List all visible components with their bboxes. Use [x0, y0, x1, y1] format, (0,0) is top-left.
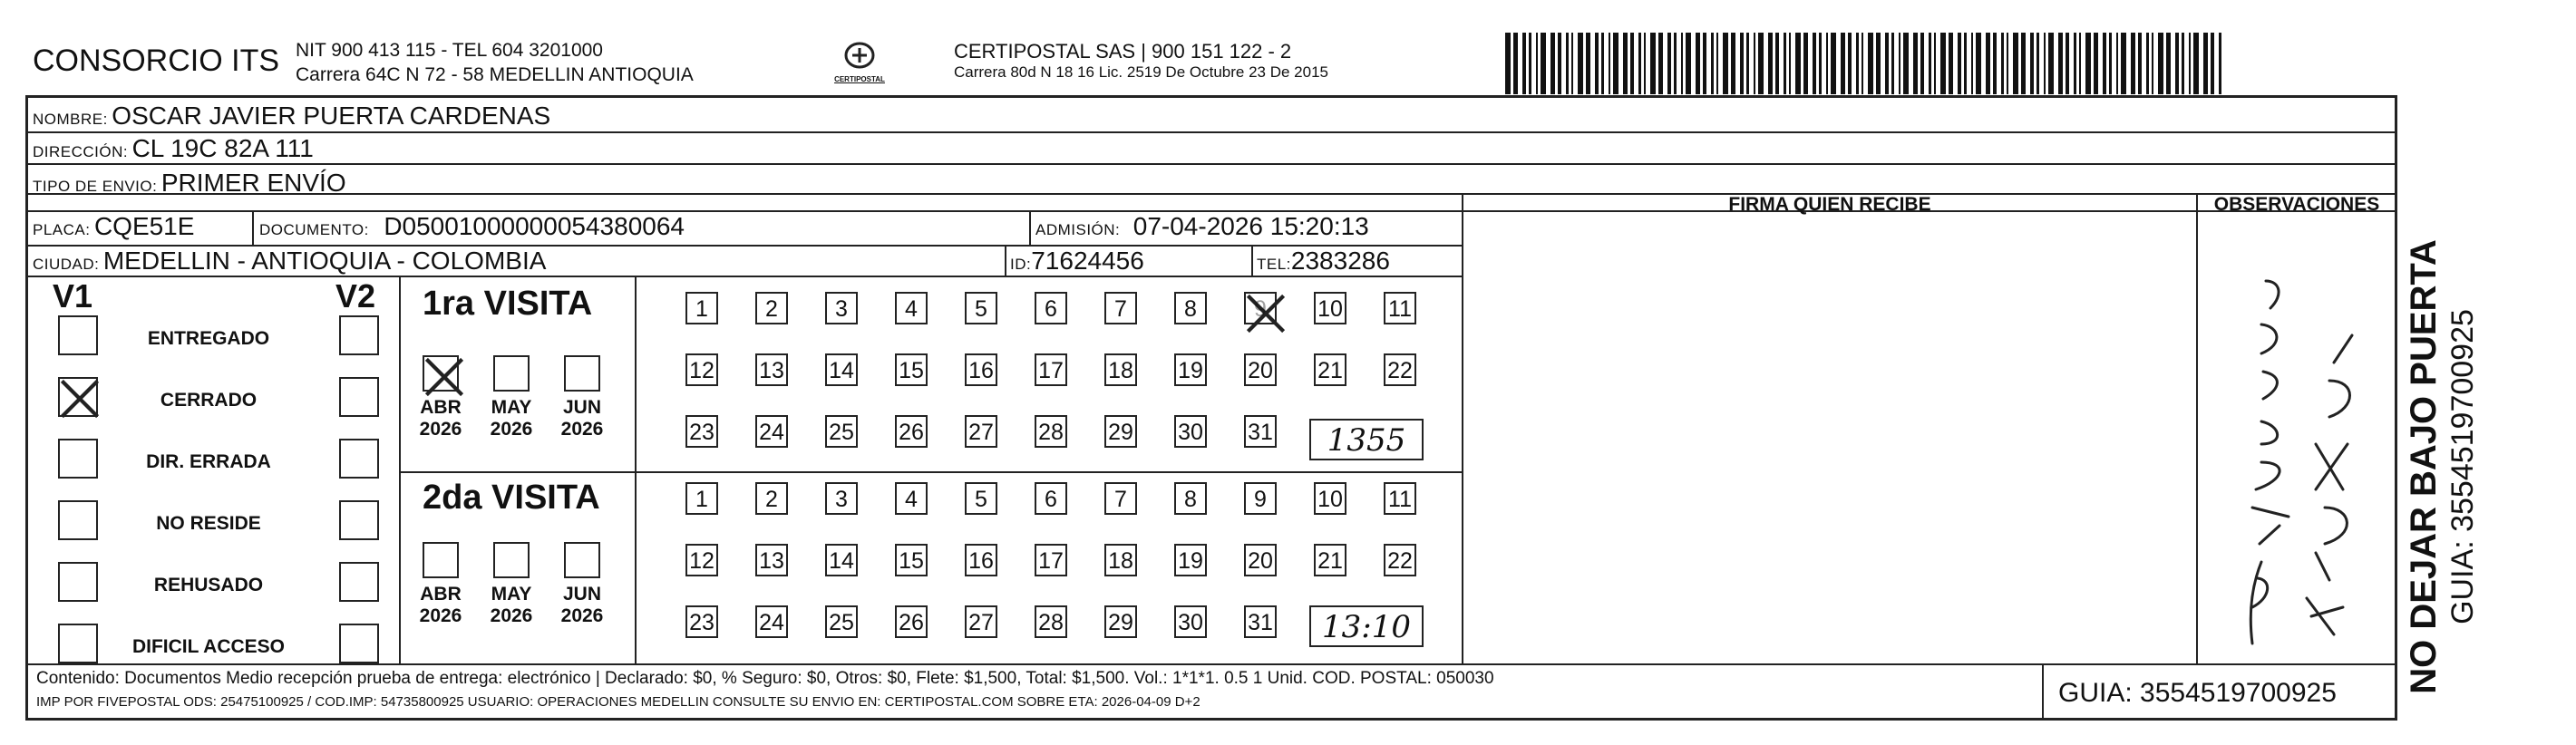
month-year-label: 2026: [419, 605, 462, 626]
id-field: [1010, 247, 1144, 276]
carrier-line-2: Carrera 80d N 18 16 Lic. 2519 De Octubre 23 De 2015: [954, 63, 1328, 81]
barcode-bar: [1949, 33, 1953, 94]
day-box-visit2[interactable]: 23: [685, 605, 718, 638]
barcode-bar: [1885, 33, 1889, 94]
month-year-label: 2026: [560, 605, 604, 626]
barcode-bar: [2079, 33, 2081, 94]
carrier-line-1: CERTIPOSTAL SAS | 900 151 122 - 2: [954, 40, 1292, 63]
month-year-label: 2026: [560, 419, 604, 440]
barcode: [1505, 33, 2231, 94]
barcode-bar: [1958, 33, 1961, 94]
barcode-bar: [2175, 33, 2179, 94]
barcode-bar: [1775, 33, 1779, 94]
barcode-bar: [1993, 33, 1997, 94]
day-box-visit2[interactable]: 9: [1244, 482, 1277, 515]
day-box-visit2[interactable]: 25: [825, 605, 858, 638]
barcode-bar: [1862, 33, 1863, 94]
day-box-visit1[interactable]: 15: [895, 353, 928, 386]
barcode-bar: [1803, 33, 1808, 94]
barcode-bar: [1754, 33, 1755, 94]
footer-print-info: IMP POR FIVEPOSTAL ODS: 25475100925 / COD.IMP: 54735800925 USUARIO: OPERACIONES MEDELLIN CONSULTE SU ENVIO EN: CERTIPOSTAL.COM SOBRE ETA: 2026-04-09 D+2: [36, 694, 1201, 710]
day-box-visit1[interactable]: 10: [1314, 292, 1346, 324]
city-label: CIUDAD:: [33, 256, 100, 273]
status-checkbox-v2[interactable]: [339, 315, 379, 355]
company-address-line: Carrera 64C N 72 - 58 MEDELLIN ANTIOQUIA: [296, 64, 694, 85]
day-box-visit1[interactable]: 6: [1035, 292, 1067, 324]
month-label: JUN: [562, 584, 601, 605]
company-nit-line: NIT 900 413 115 - TEL 604 3201000: [296, 40, 603, 61]
status-checkbox-v2[interactable]: [339, 562, 379, 602]
barcode-bar: [2131, 33, 2135, 94]
barcode-bar: [1536, 33, 1538, 94]
city-row: [33, 247, 546, 276]
v1-label: V1: [53, 277, 93, 314]
v2-label: V2: [335, 277, 376, 314]
barcode-bar: [1876, 33, 1881, 94]
day-box-visit1[interactable]: 28: [1035, 415, 1067, 448]
day-box-visit2[interactable]: 6: [1035, 482, 1067, 515]
barcode-bar: [1731, 33, 1735, 94]
visit1-title: 1ra VISITA: [423, 285, 593, 323]
barcode-bar: [2013, 33, 2018, 94]
day-box-visit2[interactable]: 5: [965, 482, 997, 515]
day-box-visit2[interactable]: 19: [1174, 544, 1207, 576]
day-box-visit2[interactable]: 8: [1174, 482, 1207, 515]
day-box-visit1[interactable]: 8: [1174, 292, 1207, 324]
day-box-visit2[interactable]: 10: [1314, 482, 1346, 515]
barcode-bar: [2146, 33, 2149, 94]
company-info: [296, 38, 694, 87]
barcode-bar: [1940, 33, 1946, 94]
barcode-bar: [1609, 33, 1610, 94]
barcode-bar: [2103, 33, 2106, 94]
barcode-bar: [1841, 33, 1845, 94]
barcode-bar: [1891, 33, 1894, 94]
day-box-visit2[interactable]: 28: [1035, 605, 1067, 638]
day-box-visit1[interactable]: 25: [825, 415, 858, 448]
day-box-visit2[interactable]: 12: [685, 544, 718, 576]
status-checkbox-v2[interactable]: [339, 377, 379, 417]
barcode-bar: [1644, 33, 1646, 94]
status-checkbox-v1[interactable]: [58, 624, 98, 663]
tel-value: 2383286: [1290, 247, 1390, 275]
day-box-visit2[interactable]: 18: [1104, 544, 1137, 576]
plate-value: CQE51E: [93, 212, 195, 240]
barcode-bar: [1711, 33, 1714, 94]
barcode-bar: [2158, 33, 2163, 94]
signature-area[interactable]: [1463, 212, 2196, 663]
barcode-bar: [2152, 33, 2153, 94]
recipient-name: OSCAR JAVIER PUERTA CARDENAS: [112, 102, 551, 130]
barcode-bar: [1934, 33, 1936, 94]
day-box-visit2[interactable]: 20: [1244, 544, 1277, 576]
barcode-bar: [2048, 33, 2054, 94]
day-box-visit2[interactable]: 16: [965, 544, 997, 576]
status-label: ENTREGADO: [147, 328, 270, 349]
barcode-bar: [2109, 33, 2112, 94]
barcode-bar: [2074, 33, 2076, 94]
day-box-visit2[interactable]: 31: [1244, 605, 1277, 638]
barcode-bar: [2211, 33, 2214, 94]
status-label: NO RESIDE: [156, 513, 261, 534]
tel-field: [1257, 247, 1390, 276]
month-checkbox[interactable]: [564, 542, 600, 578]
barcode-bar: [1686, 33, 1691, 94]
visit2-time: 13:10: [1309, 605, 1424, 647]
barcode-bar: [1784, 33, 1786, 94]
barcode-bar: [1630, 33, 1634, 94]
status-checkbox-v2[interactable]: [339, 439, 379, 479]
barcode-bar: [2007, 33, 2008, 94]
day-box-visit1[interactable]: 4: [895, 292, 928, 324]
barcode-bar: [2021, 33, 2026, 94]
document-label: DOCUMENTO:: [259, 221, 369, 238]
side-guia: GUIA: 3554519700925: [2445, 309, 2480, 624]
visit1-time: 1355: [1309, 419, 1424, 460]
barcode-bar: [1667, 33, 1671, 94]
barcode-bar: [2193, 33, 2199, 94]
month-caption: [484, 397, 539, 440]
status-checkbox-v1[interactable]: [58, 315, 98, 355]
status-label: DIR. ERRADA: [146, 451, 271, 472]
day-box-visit1[interactable]: 31: [1244, 415, 1277, 448]
barcode-bar: [1550, 33, 1555, 94]
plate-field: [33, 212, 194, 241]
barcode-bar: [1913, 33, 1918, 94]
status-checkbox-v1[interactable]: [58, 562, 98, 602]
barcode-bar: [1513, 33, 1518, 94]
barcode-bar: [2138, 33, 2142, 94]
status-label: DIFICIL ACCESO: [131, 636, 285, 657]
barcode-bar: [1638, 33, 1641, 94]
barcode-bar: [1789, 33, 1791, 94]
id-value: 71624456: [1031, 247, 1144, 275]
status-checkbox-v2[interactable]: [339, 624, 379, 663]
month-checkbox[interactable]: [564, 355, 600, 392]
status-label: CERRADO: [160, 390, 258, 411]
carrier-info: [954, 40, 1328, 82]
barcode-bar: [1746, 33, 1749, 94]
barcode-bar: [1848, 33, 1852, 94]
barcode-bar: [1740, 33, 1744, 94]
handwritten-observations: [2198, 218, 2396, 662]
day-box-visit2[interactable]: 3: [825, 482, 858, 515]
barcode-bar: [2116, 33, 2118, 94]
day-box-visit2[interactable]: 4: [895, 482, 928, 515]
barcode-bar: [1976, 33, 1981, 94]
month-year-label: 2026: [419, 419, 462, 440]
barcode-bar: [1795, 33, 1801, 94]
barcode-bar: [2121, 33, 2126, 94]
plate-label: PLACA:: [33, 221, 91, 238]
day-box-visit2[interactable]: 14: [825, 544, 858, 576]
shipment-type: PRIMER ENVÍO: [160, 169, 346, 197]
day-box-visit1[interactable]: 13: [755, 353, 788, 386]
barcode-bar: [2001, 33, 2004, 94]
month-caption: [413, 584, 468, 627]
barcode-bar: [1558, 33, 1561, 94]
logo-caption: CERTIPOSTAL: [834, 75, 885, 83]
barcode-bar: [1813, 33, 1816, 94]
type-row: [33, 169, 346, 198]
id-label: ID:: [1010, 256, 1032, 273]
barcode-bar: [2066, 33, 2069, 94]
barcode-bar: [1566, 33, 1569, 94]
recipient-address: CL 19C 82A 111: [131, 134, 314, 162]
barcode-bar: [1623, 33, 1628, 94]
admission-field: [1035, 212, 1369, 241]
barcode-bar: [1826, 33, 1828, 94]
footer-content: Contenido: Documentos Medio recepción prueba de entrega: electrónico | Declarado: $0, % Seguro: $0, Otros: $0, Flete: $1,500, Total: $1,500. Vol.: 1*1*1. 0.5 1 Unid. COD. POSTAL: 050030: [36, 669, 1494, 688]
barcode-bar: [1964, 33, 1967, 94]
barcode-bar: [2189, 33, 2191, 94]
certipostal-logo: [832, 40, 887, 83]
barcode-bar: [1703, 33, 1706, 94]
day-box-visit1[interactable]: 16: [965, 353, 997, 386]
barcode-bar: [1723, 33, 1728, 94]
barcode-bar: [2085, 33, 2091, 94]
day-box-visit1[interactable]: 18: [1104, 353, 1137, 386]
day-box-visit2[interactable]: 7: [1104, 482, 1137, 515]
month-checkbox[interactable]: [423, 542, 459, 578]
month-caption: [413, 397, 468, 440]
day-box-visit1[interactable]: 3: [825, 292, 858, 324]
day-box-visit2[interactable]: 13: [755, 544, 788, 576]
x-mark-icon: [419, 352, 470, 402]
barcode-bar: [2058, 33, 2063, 94]
barcode-bar: [2203, 33, 2208, 94]
barcode-bar: [2036, 33, 2039, 94]
name-label: NOMBRE:: [33, 111, 108, 128]
day-box-visit1[interactable]: 20: [1244, 353, 1277, 386]
barcode-bar: [1650, 33, 1656, 94]
month-checkbox[interactable]: [493, 542, 530, 578]
day-box-visit2[interactable]: 29: [1104, 605, 1137, 638]
day-box-visit1[interactable]: 5: [965, 292, 997, 324]
month-year-label: 2026: [490, 419, 533, 440]
day-box-visit1[interactable]: 23: [685, 415, 718, 448]
month-label: ABR: [420, 397, 462, 418]
barcode-bar: [1681, 33, 1683, 94]
document-value: D05001000000054380064: [384, 212, 685, 240]
admission-value: 07-04-2026 15:20:13: [1132, 212, 1369, 240]
barcode-bar: [1541, 33, 1546, 94]
barcode-bar: [1903, 33, 1909, 94]
tel-label: TEL:: [1257, 256, 1291, 273]
month-caption: [555, 584, 609, 627]
day-box-visit1[interactable]: 7: [1104, 292, 1137, 324]
day-box-visit2[interactable]: 15: [895, 544, 928, 576]
do-not-leave-under-door: NO DEJAR BAJO PUERTA: [2404, 239, 2444, 694]
day-box-visit1[interactable]: 26: [895, 415, 928, 448]
barcode-bar: [1831, 33, 1836, 94]
day-box-visit1[interactable]: 22: [1384, 353, 1416, 386]
status-checkbox-v1[interactable]: [58, 500, 98, 540]
day-box-visit1[interactable]: 11: [1384, 292, 1416, 324]
day-box-visit2[interactable]: 11: [1384, 482, 1416, 515]
barcode-bar: [1856, 33, 1859, 94]
barcode-bar: [1571, 33, 1573, 94]
barcode-bar: [1986, 33, 1990, 94]
day-box-visit1[interactable]: 29: [1104, 415, 1137, 448]
day-box-visit1[interactable]: 12: [685, 353, 718, 386]
day-box-visit1[interactable]: [1244, 292, 1277, 324]
month-label: MAY: [491, 584, 532, 605]
month-year-label: 2026: [490, 605, 533, 626]
day-box-visit2[interactable]: 22: [1384, 544, 1416, 576]
day-box-visit1[interactable]: 1: [685, 292, 718, 324]
barcode-bar: [1971, 33, 1973, 94]
barcode-bar: [2219, 33, 2221, 94]
barcode-bar: [2094, 33, 2098, 94]
barcode-bar: [1899, 33, 1900, 94]
barcode-bar: [2182, 33, 2184, 94]
footer-guia: GUIA: 3554519700925: [2058, 678, 2337, 708]
barcode-bar: [1595, 33, 1599, 94]
day-box-visit1[interactable]: 19: [1174, 353, 1207, 386]
day-box-visit2[interactable]: 30: [1174, 605, 1207, 638]
day-box-visit2[interactable]: 17: [1035, 544, 1067, 576]
name-row: [33, 102, 550, 131]
month-caption: [484, 584, 539, 627]
day-box-visit1[interactable]: 24: [755, 415, 788, 448]
barcode-bar: [1819, 33, 1822, 94]
day-box-visit2[interactable]: 2: [755, 482, 788, 515]
day-box-visit2[interactable]: 27: [965, 605, 997, 638]
barcode-bar: [1929, 33, 1931, 94]
barcode-bar: [1601, 33, 1604, 94]
month-checkbox[interactable]: [493, 355, 530, 392]
day-box-visit2[interactable]: 1: [685, 482, 718, 515]
month-label: MAY: [491, 397, 532, 418]
barcode-bar: [1758, 33, 1764, 94]
barcode-bar: [1768, 33, 1773, 94]
day-number: 9: [1254, 296, 1267, 322]
status-checkbox-v1[interactable]: [58, 439, 98, 479]
day-box-visit2[interactable]: 24: [755, 605, 788, 638]
barcode-bar: [1578, 33, 1583, 94]
barcode-bar: [1674, 33, 1677, 94]
address-row: [33, 134, 314, 163]
status-label: REHUSADO: [153, 575, 264, 595]
barcode-bar: [1613, 33, 1619, 94]
status-checkbox-v1[interactable]: [58, 377, 98, 417]
certipostal-logo-icon: [841, 40, 878, 71]
barcode-bar: [1586, 33, 1590, 94]
barcode-bar: [1505, 33, 1511, 94]
barcode-bar: [1716, 33, 1718, 94]
side-notice: [2403, 213, 2481, 721]
observations-label: OBSERVACIONES: [2213, 194, 2380, 215]
barcode-bar: [2044, 33, 2046, 94]
company-name: CONSORCIO ITS: [33, 44, 280, 78]
x-mark-icon: [54, 373, 105, 424]
barcode-bar: [1529, 33, 1531, 94]
day-box-visit1[interactable]: 30: [1174, 415, 1207, 448]
day-box-visit1[interactable]: 17: [1035, 353, 1067, 386]
barcode-bar: [1522, 33, 1526, 94]
day-box-visit1[interactable]: 2: [755, 292, 788, 324]
type-label: TIPO DE ENVIO:: [33, 178, 158, 195]
document-field: [259, 212, 685, 241]
day-box-visit1[interactable]: 27: [965, 415, 997, 448]
day-box-visit2[interactable]: 26: [895, 605, 928, 638]
signature-label: FIRMA QUIEN RECIBE: [1728, 194, 1931, 215]
city-value: MEDELLIN - ANTIOQUIA - COLOMBIA: [102, 247, 547, 275]
address-label: DIRECCIÓN:: [33, 143, 129, 160]
month-label: ABR: [420, 584, 462, 605]
day-box-visit1[interactable]: 21: [1314, 353, 1346, 386]
barcode-bar: [1920, 33, 1924, 94]
month-checkbox[interactable]: [423, 355, 459, 392]
admission-label: ADMISIÓN:: [1035, 221, 1121, 238]
status-checkbox-v2[interactable]: [339, 500, 379, 540]
month-caption: [555, 397, 609, 440]
month-label: JUN: [562, 397, 601, 418]
barcode-bar: [1868, 33, 1873, 94]
visit2-title: 2da VISITA: [423, 479, 600, 517]
barcode-bar: [2030, 33, 2034, 94]
barcode-bar: [2166, 33, 2171, 94]
day-box-visit2[interactable]: 21: [1314, 544, 1346, 576]
barcode-bar: [1696, 33, 1700, 94]
day-box-visit1[interactable]: 14: [825, 353, 858, 386]
barcode-bar: [1658, 33, 1663, 94]
